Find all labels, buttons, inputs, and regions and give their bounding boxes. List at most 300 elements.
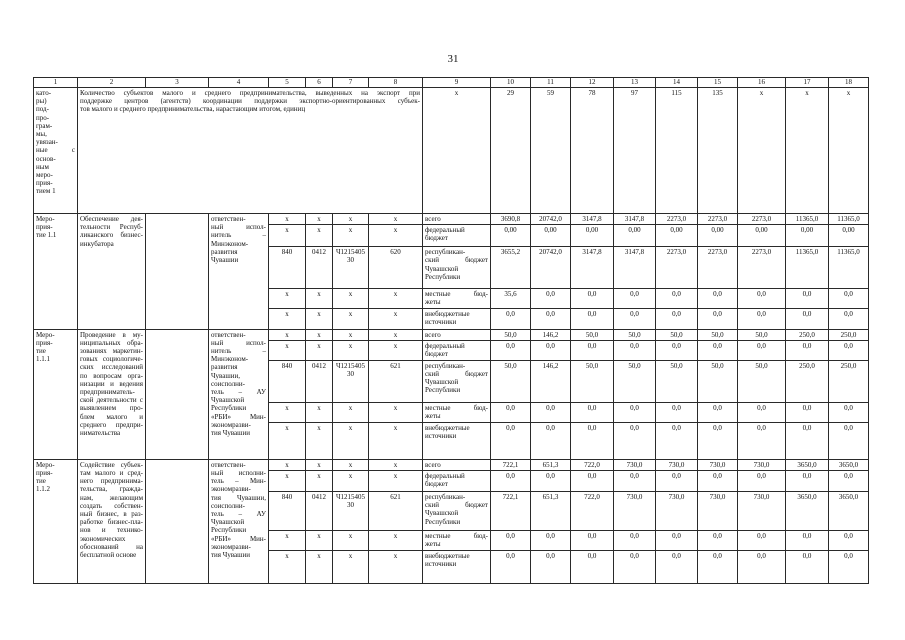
funding-value: 50,0 (656, 329, 698, 340)
funding-value: 0,0 (698, 402, 738, 422)
funding-value: 722,0 (571, 459, 614, 470)
measure-name-line: выявлением про- (80, 404, 143, 413)
funding-source-cell (423, 422, 491, 459)
funding-value: 0,0 (786, 551, 829, 584)
measure-name-line: тельности Респуб- (80, 223, 143, 232)
funding-value: 0,0 (738, 289, 786, 308)
measure-name-line: Содействие субъек- (80, 460, 143, 469)
column-number-cell: 16 (738, 78, 786, 88)
funding-value: 730,0 (614, 459, 656, 470)
funding-value: 0,0 (571, 402, 614, 422)
column-number-cell: 9 (423, 78, 491, 88)
funding-source-cell (423, 329, 491, 340)
indicator-text-line: Количество субъектов малого и среднего предпринимательства, выведенных на экспорт при (80, 89, 420, 97)
funding-source-line: источники (425, 317, 457, 326)
column-number-cell: 7 (333, 78, 369, 88)
funding-source-line: Чувашской (425, 378, 459, 387)
funding-value: 0,0 (531, 340, 571, 360)
funding-value: 0,0 (571, 308, 614, 329)
funding-source-line: всего (425, 460, 441, 469)
funding-value: 0,0 (698, 340, 738, 360)
indicator-value: 115 (656, 88, 698, 214)
funding-source-cell (423, 225, 491, 247)
measure-code-cell (34, 459, 78, 583)
indicator-label-line: меро- (36, 171, 53, 180)
budget-code-cell: х (306, 225, 333, 247)
measure-name-line: инкубатора (80, 239, 114, 248)
measure-name-line: бесплатной основе (80, 551, 137, 560)
funding-value: 730,0 (698, 492, 738, 531)
budget-code-cell: 620 (369, 247, 423, 289)
measure-code-line: прия- (36, 469, 53, 478)
funding-value: 50,0 (656, 360, 698, 402)
indicator-col9-cell: х (423, 88, 491, 214)
budget-code-cell: х (369, 551, 423, 584)
funding-source-line: местные бюд- (425, 290, 488, 299)
funding-value: 0,0 (829, 402, 869, 422)
funding-value: 0,0 (829, 289, 869, 308)
funding-value: 3650,0 (786, 492, 829, 531)
indicator-label-line: ры) (36, 97, 47, 106)
budget-code-cell: х (369, 340, 423, 360)
measure-code-line: тие (36, 347, 46, 356)
budget-code-cell: х (306, 459, 333, 470)
funding-value: 20742,0 (531, 214, 571, 225)
budget-code-cell: х (269, 402, 306, 422)
funding-value: 0,0 (656, 531, 698, 551)
executor-line: экономразви- (211, 542, 251, 551)
budget-code-cell: 840 (269, 492, 306, 531)
funding-value: 11365,0 (786, 214, 829, 225)
measure-name-line: обоснований на (80, 542, 143, 551)
budget-code-cell: х (369, 329, 423, 340)
funding-value: 0,00 (786, 225, 829, 247)
funding-value: 722,1 (491, 492, 531, 531)
indicator-label-line: увязан- (36, 138, 58, 147)
column-number-cell: 6 (306, 78, 333, 88)
measure-name-line: него предпринима- (80, 477, 143, 486)
column-number-cell: 5 (269, 78, 306, 88)
funding-value: 2273,0 (656, 214, 698, 225)
indicator-label-line: мы, (36, 130, 47, 139)
funding-value: 0,0 (531, 422, 571, 459)
funding-value: 0,0 (786, 422, 829, 459)
budget-code-cell: 0412 (306, 492, 333, 531)
executor-line: тия Чувашии (211, 429, 251, 438)
measure-name-line: среднего предпри- (80, 420, 143, 429)
executor-line: развития (211, 363, 238, 372)
indicator-text-line: поддержке центров (агентств) координации поддержки экспортно-ориентированных субъек- (80, 97, 420, 106)
indicator-value: х (738, 88, 786, 214)
funding-value: 730,0 (656, 492, 698, 531)
executor-line: «РБИ» Мин- (211, 534, 266, 543)
executor-line: ответствен- (211, 215, 246, 223)
funding-source-line: республикан- (425, 493, 466, 502)
funding-table (33, 77, 869, 584)
funding-value: 0,0 (656, 402, 698, 422)
column-number-cell: 15 (698, 78, 738, 88)
column-number-cell: 14 (656, 78, 698, 88)
funding-source-line: республикан- (425, 248, 466, 257)
funding-source-line: внебюджетные (425, 309, 470, 318)
budget-code-cell: Ч1215405 30 (333, 247, 369, 289)
funding-value: 0,0 (738, 340, 786, 360)
funding-value: 730,0 (698, 459, 738, 470)
funding-source-cell (423, 289, 491, 308)
measure-code-line: Меро- (36, 460, 55, 469)
budget-code-cell: 840 (269, 247, 306, 289)
funding-value: 50,0 (491, 360, 531, 402)
budget-code-cell: х (269, 329, 306, 340)
funding-value: 0,0 (829, 422, 869, 459)
funding-value: 0,0 (698, 308, 738, 329)
funding-value: 0,0 (531, 308, 571, 329)
funding-source-cell (423, 492, 491, 531)
funding-source-line: Республики (425, 386, 461, 395)
funding-value: 50,0 (698, 360, 738, 402)
executor-line: ответствен- (211, 460, 246, 469)
funding-value: 250,0 (829, 329, 869, 340)
funding-value: 35,6 (491, 289, 531, 308)
executor-line: Республики (211, 404, 247, 413)
indicator-label-line: прия- (36, 179, 53, 188)
executor-line: ный испол- (211, 223, 266, 232)
budget-code-cell: х (306, 422, 333, 459)
measure-name-cell (78, 214, 146, 330)
measure-name-line: работке бизнес-пла- (80, 518, 143, 527)
budget-code-cell: х (269, 289, 306, 308)
funding-value: 0,0 (491, 531, 531, 551)
funding-value: 0,0 (738, 422, 786, 459)
empty-cell (146, 214, 209, 330)
executor-line: ный испол- (211, 338, 266, 347)
funding-value: 2273,0 (738, 247, 786, 289)
funding-value: 0,0 (571, 551, 614, 584)
funding-value: 3690,8 (491, 214, 531, 225)
funding-value: 722,0 (571, 492, 614, 531)
funding-value: 0,0 (571, 422, 614, 459)
funding-source-line: внебюджетные (425, 423, 470, 432)
executor-cell (209, 214, 269, 330)
funding-value: 0,0 (531, 551, 571, 584)
budget-code-cell: 621 (369, 492, 423, 531)
funding-value: 11365,0 (829, 247, 869, 289)
funding-value: 0,0 (786, 402, 829, 422)
budget-code-cell: х (269, 551, 306, 584)
table-body (34, 78, 869, 584)
funding-value: 0,0 (656, 340, 698, 360)
funding-value: 11365,0 (829, 214, 869, 225)
funding-source-cell (423, 551, 491, 584)
funding-value: 3650,0 (829, 459, 869, 470)
indicator-value: 59 (531, 88, 571, 214)
funding-value: 0,0 (491, 402, 531, 422)
funding-value: 50,0 (698, 329, 738, 340)
funding-value: 0,00 (531, 225, 571, 247)
funding-value: 0,0 (656, 422, 698, 459)
funding-value: 0,00 (491, 225, 531, 247)
funding-value: 2273,0 (698, 214, 738, 225)
funding-value: 730,0 (656, 459, 698, 470)
funding-value: 11365,0 (786, 247, 829, 289)
funding-value: 3147,8 (571, 247, 614, 289)
executor-line: нитель – (211, 231, 266, 240)
funding-value: 0,0 (829, 471, 869, 492)
budget-code-cell: 621 (369, 360, 423, 402)
funding-value: 0,0 (738, 531, 786, 551)
funding-value: 3147,8 (614, 247, 656, 289)
funding-value: 0,0 (698, 422, 738, 459)
funding-value: 0,0 (614, 422, 656, 459)
funding-value: 0,0 (614, 531, 656, 551)
funding-value: 50,0 (738, 360, 786, 402)
funding-source-line: всего (425, 330, 441, 339)
funding-value: 0,0 (786, 289, 829, 308)
executor-line: экономразви- (211, 485, 251, 494)
funding-source-line: Чувашской (425, 264, 459, 273)
indicator-label-cell (34, 88, 78, 214)
executor-line: Минэконом- (211, 355, 249, 364)
budget-code-cell: 0412 (306, 247, 333, 289)
funding-source-cell (423, 214, 491, 225)
budget-code-cell: х (369, 214, 423, 225)
funding-value: 3147,8 (571, 214, 614, 225)
funding-value: 0,0 (786, 531, 829, 551)
measure-name-line: экономических (80, 534, 126, 543)
measure-name-line: по вопросам орга- (80, 371, 143, 380)
measure-code-cell (34, 214, 78, 330)
budget-code-cell: х (269, 308, 306, 329)
measure-name-line: ской деятельности с (80, 396, 143, 405)
funding-value: 0,0 (531, 289, 571, 308)
measure-name-line: Обеспечение дея- (80, 215, 143, 223)
funding-value: 0,0 (698, 551, 738, 584)
funding-value: 0,0 (656, 551, 698, 584)
budget-code-cell: х (306, 551, 333, 584)
funding-value: 50,0 (571, 360, 614, 402)
funding-source-line: бюджет (425, 350, 448, 359)
executor-line: Минэконом- (211, 239, 249, 248)
funding-value: 0,0 (531, 402, 571, 422)
funding-source-line: ский бюджет (425, 370, 488, 379)
funding-source-line: ский бюджет (425, 501, 488, 510)
measure-code-line: 1.1.1 (36, 355, 50, 364)
page-number: 31 (447, 53, 459, 65)
funding-value: 0,0 (786, 340, 829, 360)
column-number-row (34, 78, 869, 88)
budget-code-cell: х (306, 340, 333, 360)
budget-code-cell: х (369, 225, 423, 247)
budget-code-cell: х (306, 402, 333, 422)
funding-value: 2273,0 (698, 247, 738, 289)
budget-code-cell: х (333, 471, 369, 492)
funding-value: 730,0 (738, 492, 786, 531)
funding-row (34, 214, 869, 225)
budget-code-cell: х (369, 422, 423, 459)
indicator-label-line: ным (36, 162, 49, 171)
indicator-text-cell (78, 88, 423, 214)
funding-value: 0,0 (531, 471, 571, 492)
funding-source-cell (423, 340, 491, 360)
funding-source-line: местные бюд- (425, 532, 488, 541)
budget-code-cell: х (333, 531, 369, 551)
funding-value: 0,0 (571, 340, 614, 360)
measure-code-cell (34, 329, 78, 459)
funding-value: 50,0 (491, 329, 531, 340)
measure-name-line: тельства, гражда- (80, 485, 143, 494)
funding-value: 146,2 (531, 360, 571, 402)
executor-line: Республики (211, 526, 247, 535)
measure-name-line: ный бизнес, в раз- (80, 510, 143, 519)
funding-value: 250,0 (786, 329, 829, 340)
executor-line: нитель – (211, 347, 266, 356)
measure-code-line: прия- (36, 338, 53, 347)
column-number-cell: 8 (369, 78, 423, 88)
measure-code-line: тие (36, 477, 46, 486)
budget-code-cell: х (306, 214, 333, 225)
measure-code-line: прия- (36, 223, 53, 232)
funding-source-cell (423, 247, 491, 289)
funding-source-line: Чувашской (425, 509, 459, 518)
measure-name-line: нам, желающим (80, 493, 143, 502)
funding-value: 50,0 (571, 329, 614, 340)
measure-code-line: 1.1.2 (36, 485, 50, 494)
funding-value: 0,0 (571, 531, 614, 551)
executor-line: «РБИ» Мин- (211, 412, 266, 421)
budget-code-cell: х (306, 471, 333, 492)
measure-code-line: Меро- (36, 330, 55, 339)
funding-value: 146,2 (531, 329, 571, 340)
executor-cell (209, 329, 269, 459)
executor-line: соисполни- (211, 379, 245, 388)
funding-value: 0,0 (829, 308, 869, 329)
indicator-value: х (786, 88, 829, 214)
funding-value: 0,0 (738, 471, 786, 492)
funding-value: 0,0 (491, 551, 531, 584)
budget-code-cell: Ч1215405 30 (333, 360, 369, 402)
column-number-cell: 4 (209, 78, 269, 88)
measure-name-cell (78, 459, 146, 583)
funding-value: 50,0 (614, 360, 656, 402)
funding-value: 3147,8 (614, 214, 656, 225)
funding-value: 0,0 (656, 289, 698, 308)
measure-code-line: тие 1.1 (36, 231, 57, 240)
funding-value: 0,0 (786, 471, 829, 492)
empty-cell (146, 459, 209, 583)
column-number-cell: 11 (531, 78, 571, 88)
funding-value: 0,0 (738, 308, 786, 329)
measure-code-line: Меро- (36, 215, 55, 223)
funding-value: 50,0 (614, 329, 656, 340)
budget-code-cell: х (369, 471, 423, 492)
budget-code-cell: 840 (269, 360, 306, 402)
indicator-text-line: тов малого и среднего предпринимательства, нарастающим итогом, единиц (80, 105, 306, 114)
funding-source-line: ский бюджет (425, 256, 488, 265)
budget-code-cell: х (369, 289, 423, 308)
measure-name-line: там малого и сред- (80, 469, 143, 478)
budget-code-cell: х (306, 531, 333, 551)
funding-value: 0,0 (614, 551, 656, 584)
budget-code-cell: х (269, 471, 306, 492)
measure-name-line: низации и ведения (80, 379, 143, 388)
indicator-value: 97 (614, 88, 656, 214)
budget-code-cell: х (269, 225, 306, 247)
funding-value: 0,0 (491, 308, 531, 329)
funding-value: 0,0 (738, 402, 786, 422)
funding-source-cell (423, 360, 491, 402)
funding-value: 0,0 (571, 289, 614, 308)
measure-name-line: нимательства (80, 429, 121, 438)
column-number-cell: 10 (491, 78, 531, 88)
measure-name-line: ниципальных обра- (80, 338, 143, 347)
funding-value: 0,0 (698, 471, 738, 492)
budget-code-cell: х (369, 402, 423, 422)
funding-value: 0,0 (491, 471, 531, 492)
funding-source-line: жеты (425, 298, 441, 307)
funding-value: 3650,0 (786, 459, 829, 470)
budget-code-cell: х (333, 214, 369, 225)
funding-value: 0,0 (656, 308, 698, 329)
executor-line: развития (211, 247, 238, 256)
budget-code-cell: х (269, 531, 306, 551)
budget-code-cell: х (369, 459, 423, 470)
funding-source-line: федеральный (425, 472, 465, 481)
column-number-cell: 18 (829, 78, 869, 88)
budget-code-cell: х (333, 308, 369, 329)
budget-code-cell: х (369, 531, 423, 551)
funding-value: 0,00 (738, 225, 786, 247)
funding-source-cell (423, 459, 491, 470)
funding-source-line: источники (425, 432, 457, 441)
indicator-label-line: тием 1 (36, 187, 56, 196)
funding-source-line: федеральный (425, 226, 465, 235)
executor-line: тия Чувашии (211, 551, 251, 560)
executor-line: экономразви- (211, 420, 251, 429)
funding-source-line: Республики (425, 272, 461, 281)
measure-name-line: нов и технико- (80, 526, 143, 535)
executor-cell (209, 459, 269, 583)
funding-value: 0,0 (698, 289, 738, 308)
executor-line: соисполни- (211, 501, 245, 510)
funding-source-cell (423, 402, 491, 422)
funding-value: 0,0 (614, 340, 656, 360)
funding-value: 2273,0 (738, 214, 786, 225)
funding-value: 0,0 (614, 289, 656, 308)
measure-name-line: ликанского бизнес- (80, 231, 143, 240)
funding-value: 651,3 (531, 492, 571, 531)
column-number-cell: 13 (614, 78, 656, 88)
measure-name-cell (78, 329, 146, 459)
funding-value: 250,0 (786, 360, 829, 402)
funding-value: 0,00 (698, 225, 738, 247)
executor-line: Чувашии, (211, 371, 241, 380)
measure-name-line: говых социологиче- (80, 355, 143, 364)
indicator-value: 29 (491, 88, 531, 214)
executor-line: Чувашии (211, 256, 239, 265)
budget-code-cell: х (269, 422, 306, 459)
funding-value: 0,0 (614, 308, 656, 329)
funding-value: 3655,2 (491, 247, 531, 289)
indicator-label-line: под- (36, 105, 49, 114)
funding-source-line: жеты (425, 540, 441, 549)
funding-value: 0,00 (829, 225, 869, 247)
funding-value: 722,1 (491, 459, 531, 470)
budget-code-cell: х (269, 214, 306, 225)
column-number-cell: 2 (78, 78, 146, 88)
funding-value: 0,00 (614, 225, 656, 247)
funding-value: 730,0 (738, 459, 786, 470)
funding-source-line: всего (425, 215, 441, 223)
